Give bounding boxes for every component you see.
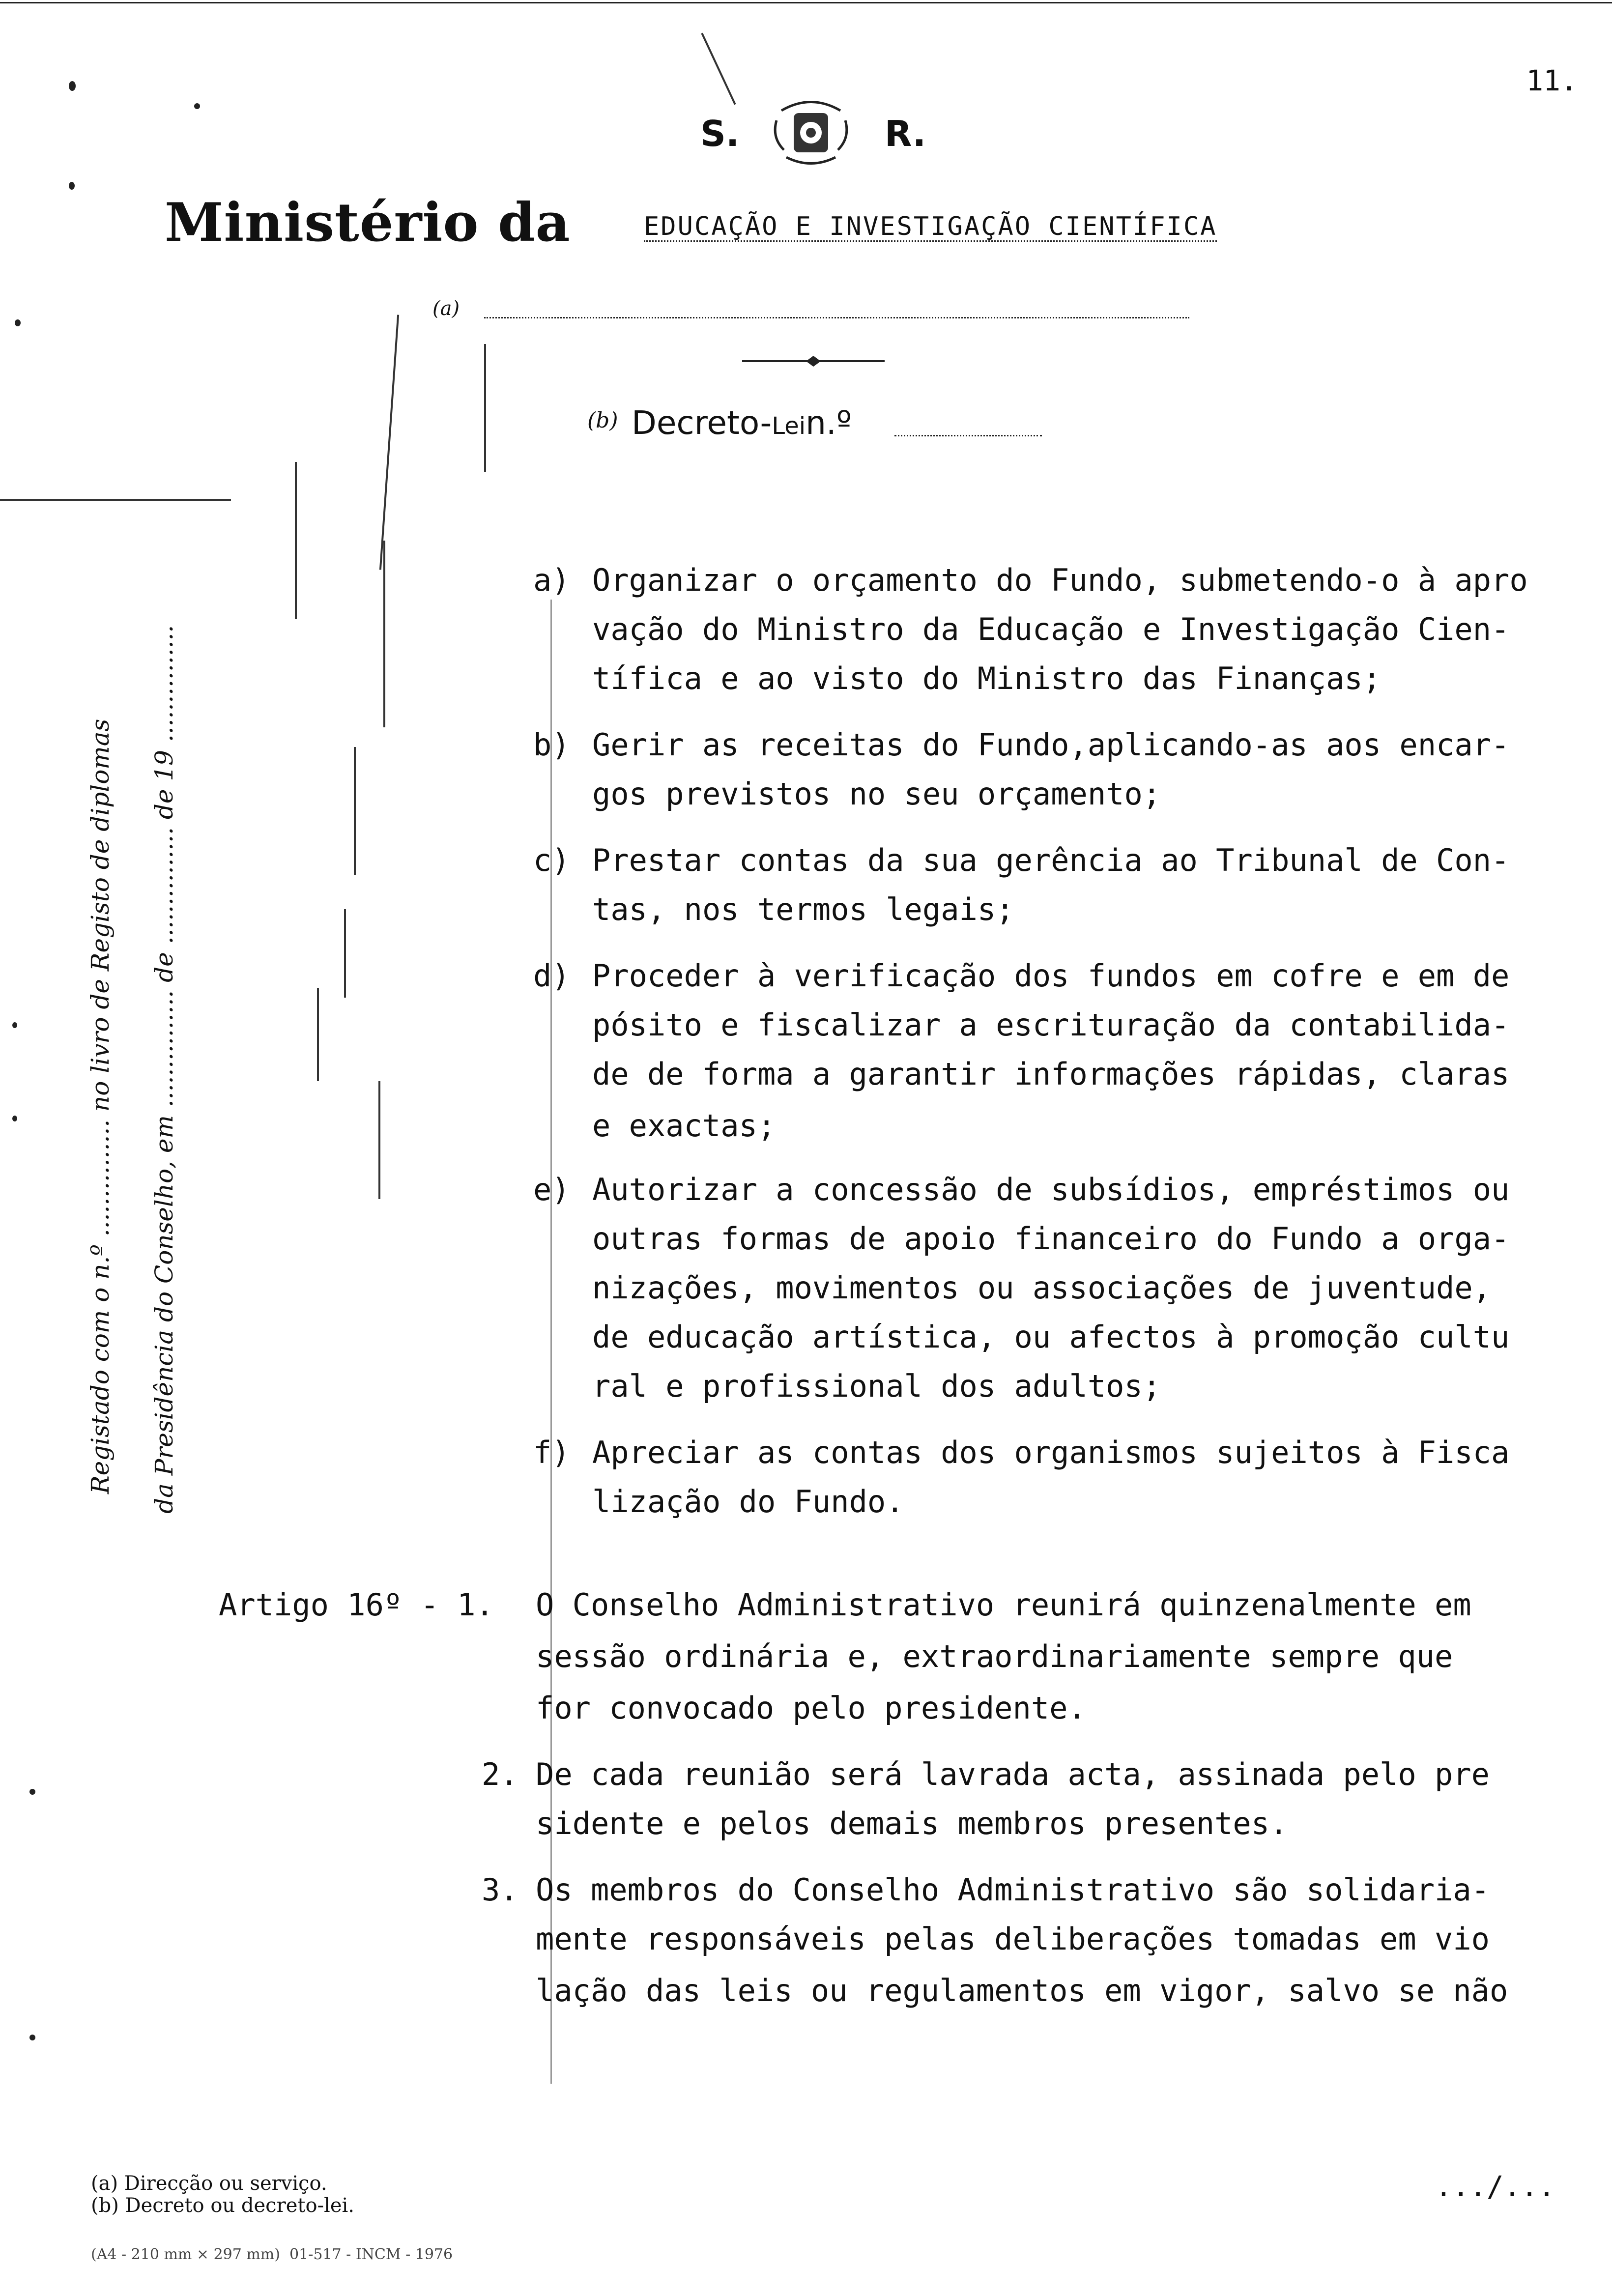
scan-stroke (383, 541, 385, 727)
item-line: Prestar contas da sua gerência ao Tribunal de Con- (592, 842, 1510, 878)
item-line: de de forma a garantir informações rápidas, claras (592, 1056, 1510, 1092)
paragraph-number: 3. (482, 1872, 518, 1908)
item-line: ral e profissional dos adultos; (592, 1368, 1161, 1404)
decree-label (632, 404, 852, 442)
scan-stroke (701, 33, 736, 105)
item-line: lização do Fundo. (592, 1484, 904, 1520)
scan-stroke (354, 747, 356, 875)
scan-speck (194, 103, 200, 109)
article-line: lação das leis ou regulamentos em vigor, salvo se não (536, 1973, 1508, 2009)
item-letter: a) (533, 562, 570, 598)
scan-speck (29, 1789, 35, 1795)
blank-a-marker: (a) (432, 297, 460, 320)
decree-label-suffix: n.º (806, 404, 852, 442)
article-line: mente responsáveis pelas deliberações tomadas em vio (536, 1921, 1490, 1957)
footnote-a: (a) Direcção ou serviço. (91, 2172, 327, 2195)
margin-rule (0, 499, 231, 501)
scan-stroke (344, 909, 346, 998)
item-line: tífica e ao visto do Ministro das Finanças; (592, 660, 1382, 696)
item-line: pósito e fiscalizar a escrituração da contabilida- (592, 1007, 1510, 1043)
ministry-name: EDUCAÇÃO E INVESTIGAÇÃO CIENTÍFICA (644, 212, 1217, 241)
article-heading: Artigo 16º - 1. (219, 1587, 494, 1623)
scan-speck (69, 182, 75, 190)
ministry-heading: Ministério da (165, 192, 571, 254)
article-line: De cada reunião será lavrada acta, assinada pelo pre (536, 1756, 1490, 1792)
item-letter: c) (533, 842, 570, 878)
scan-stroke (550, 600, 552, 2084)
item-line: Gerir as receitas do Fundo,aplicando-as aos encar- (592, 727, 1510, 763)
decree-label-prefix: Decreto- (632, 404, 772, 442)
scan-stroke (379, 315, 399, 570)
item-line: e exactas; (592, 1108, 776, 1144)
item-letter: e) (533, 1172, 570, 1207)
scan-speck (15, 319, 21, 326)
article-line: sidente e pelos demais membros presentes. (536, 1806, 1288, 1841)
decree-number-line (894, 435, 1042, 436)
scan-speck (29, 2035, 35, 2040)
article-line: for convocado pelo presidente. (536, 1690, 1086, 1726)
item-letter: f) (533, 1435, 570, 1470)
article-line: Os membros do Conselho Administrativo são solidaria- (536, 1872, 1490, 1908)
seal-right-letter: R. (885, 113, 926, 154)
margin-note-line-1: Registado com o n.º ............... no livro de Registo de diplomas (86, 718, 115, 1494)
scan-stroke (378, 1081, 380, 1199)
item-line: Proceder à verificação dos fundos em cofre e em de (592, 958, 1510, 994)
article-line: sessão ordinária e, extraordinariamente sempre que (536, 1638, 1453, 1674)
scan-stroke (317, 988, 319, 1081)
item-line: Autorizar a concessão de subsídios, empréstimos ou (592, 1172, 1510, 1207)
margin-note-line-2: da Presidência do Conselho, em ............... de ............... de 19 ............... (150, 625, 178, 1514)
page-top-rule (0, 2, 1612, 3)
scan-speck (69, 81, 76, 91)
item-letter: b) (533, 727, 570, 763)
decree-marker: (b) (587, 408, 618, 433)
page-number: 11. (1526, 64, 1578, 97)
item-line: tas, nos termos legais; (592, 891, 1014, 927)
coat-of-arms-icon (767, 91, 855, 172)
print-info: (A4 - 210 mm × 297 mm) 01-517 - INCM - 1976 (91, 2246, 453, 2263)
continuation-mark: .../... (1435, 2170, 1555, 2203)
scan-speck (12, 1116, 17, 1121)
item-line: de educação artística, ou afectos à promoção cultu (592, 1319, 1510, 1355)
blank-a-line (484, 317, 1189, 318)
seal-left-letter: S. (700, 113, 740, 154)
ornament-divider (742, 354, 885, 369)
scan-speck (12, 1022, 17, 1028)
footnote-b: (b) Decreto ou decreto-lei. (91, 2194, 355, 2217)
item-line: Apreciar as contas dos organismos sujeitos à Fisca (592, 1435, 1510, 1470)
item-line: gos previstos no seu orçamento; (592, 776, 1161, 812)
item-line: outras formas de apoio financeiro do Fundo a orga- (592, 1221, 1510, 1257)
article-line: O Conselho Administrativo reunirá quinzenalmente em (536, 1587, 1471, 1623)
item-letter: d) (533, 958, 570, 994)
item-line: vação do Ministro da Educação e Investigação Cien- (592, 611, 1510, 647)
decree-label-small: Lei (772, 412, 806, 440)
item-line: nizações, movimentos ou associações de juventude, (592, 1270, 1492, 1306)
paragraph-number: 2. (482, 1756, 518, 1792)
scan-stroke (295, 462, 297, 619)
scan-stroke (484, 344, 486, 472)
item-line: Organizar o orçamento do Fundo, submetendo-o à apro (592, 562, 1528, 598)
